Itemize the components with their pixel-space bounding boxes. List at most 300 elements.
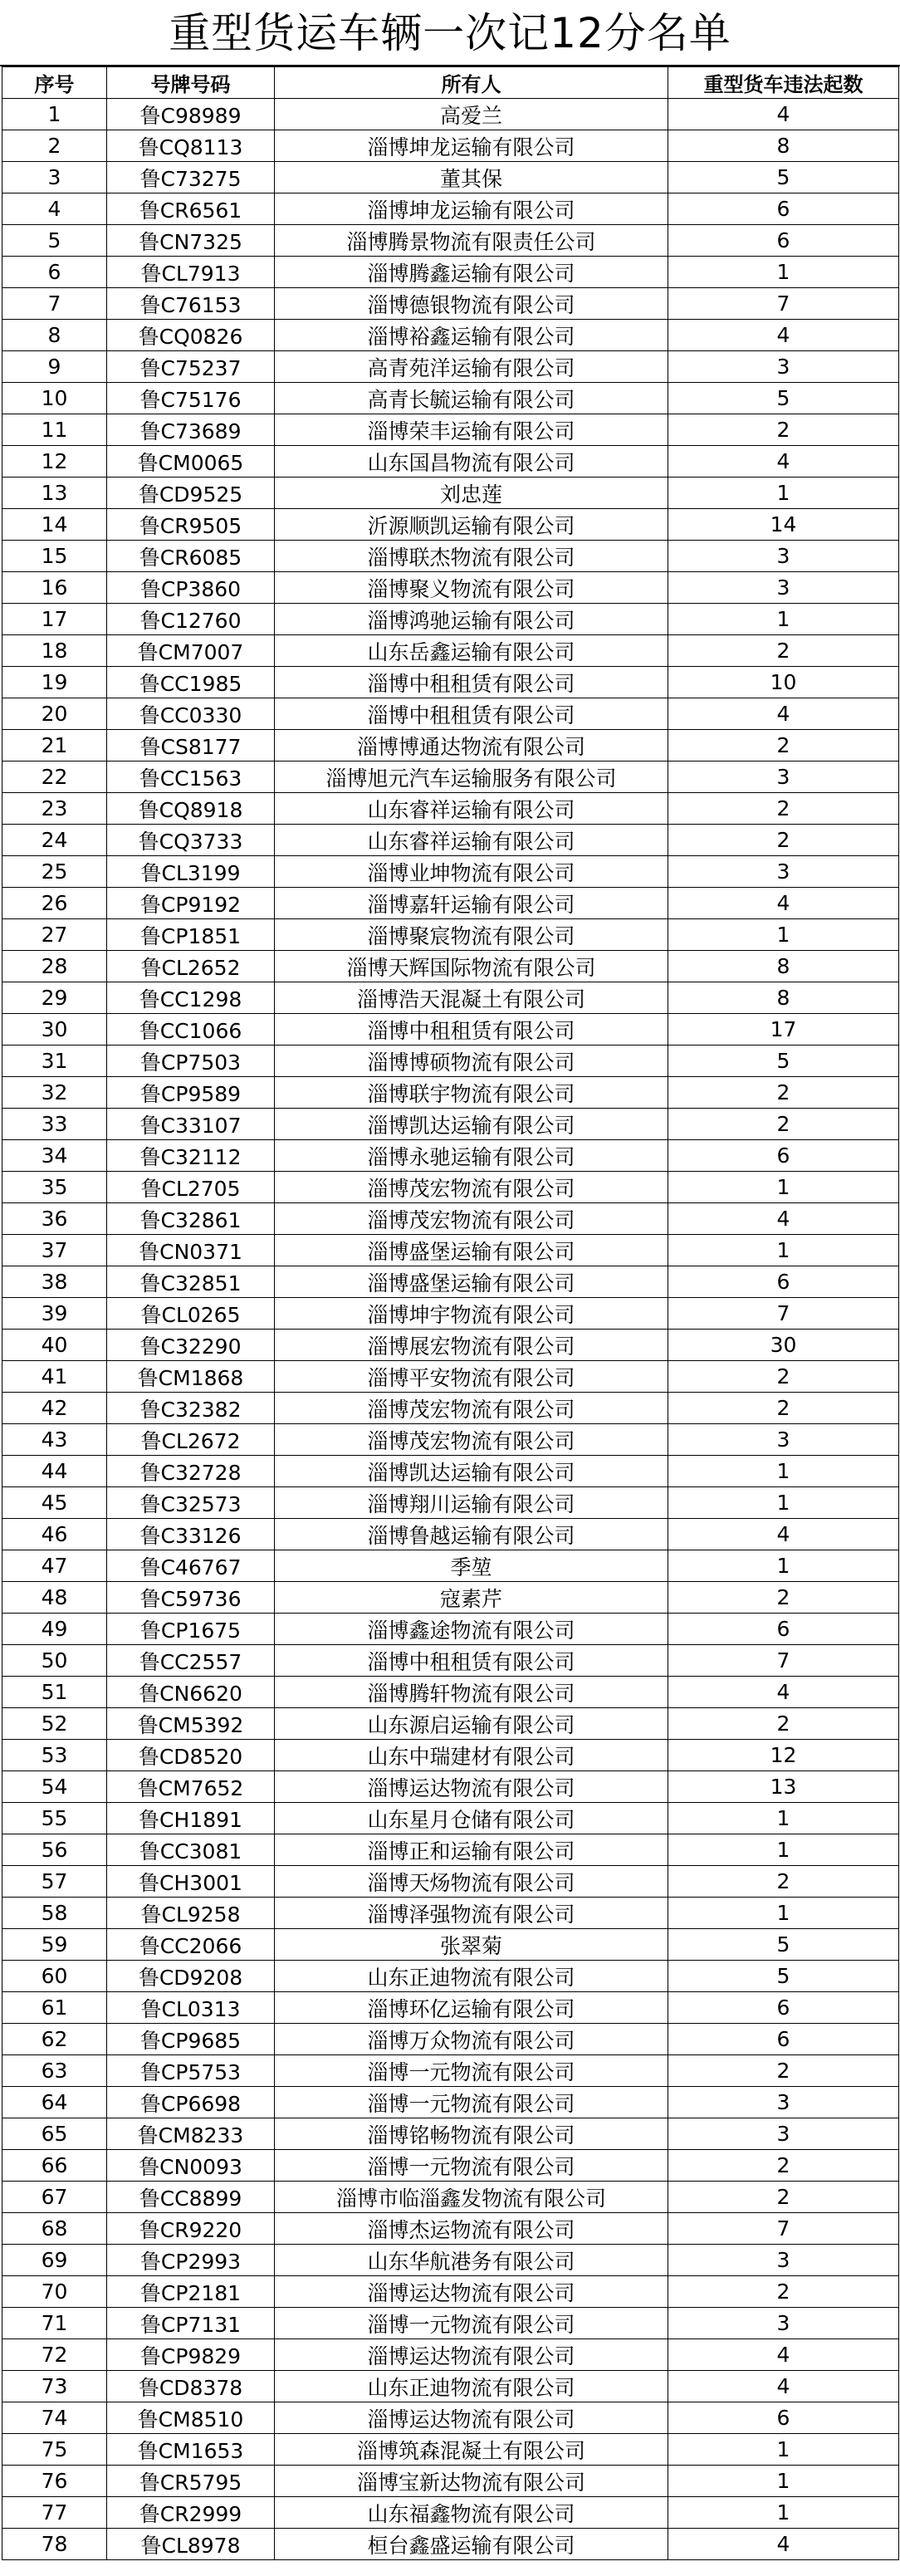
owner-cell[interactable]: 淄博茂宏物流有限公司 bbox=[275, 1172, 668, 1203]
index-cell[interactable]: 72 bbox=[2, 2339, 107, 2371]
violations-cell[interactable]: 3 bbox=[668, 762, 899, 793]
violations-cell[interactable]: 1 bbox=[668, 919, 899, 951]
plate-cell[interactable]: 鲁CP9685 bbox=[107, 2024, 275, 2055]
violations-cell[interactable]: 3 bbox=[668, 1424, 899, 1456]
plate-cell[interactable]: 鲁C32851 bbox=[107, 1266, 275, 1298]
index-cell[interactable]: 29 bbox=[2, 982, 107, 1014]
owner-cell[interactable]: 淄博市临淄鑫发物流有限公司 bbox=[275, 2182, 668, 2213]
violations-cell[interactable]: 3 bbox=[668, 2308, 899, 2339]
plate-cell[interactable]: 鲁C75176 bbox=[107, 383, 275, 414]
violations-cell[interactable]: 5 bbox=[668, 1961, 899, 1992]
index-cell[interactable]: 17 bbox=[2, 604, 107, 635]
owner-cell[interactable]: 淄博中租租赁有限公司 bbox=[275, 698, 668, 730]
plate-cell[interactable]: 鲁C33107 bbox=[107, 1109, 275, 1140]
violations-cell[interactable]: 2 bbox=[668, 1361, 899, 1393]
index-cell[interactable]: 48 bbox=[2, 1582, 107, 1614]
violations-cell[interactable]: 3 bbox=[668, 2245, 899, 2276]
violations-cell[interactable]: 2 bbox=[668, 2182, 899, 2213]
plate-cell[interactable]: 鲁CM1868 bbox=[107, 1361, 275, 1393]
plate-cell[interactable]: 鲁CC2066 bbox=[107, 1929, 275, 1961]
violations-cell[interactable]: 2 bbox=[668, 1109, 899, 1140]
violations-cell[interactable]: 5 bbox=[668, 162, 899, 193]
violations-cell[interactable]: 1 bbox=[668, 1550, 899, 1582]
owner-cell[interactable]: 淄博永驰运输有限公司 bbox=[275, 1140, 668, 1172]
owner-cell[interactable]: 淄博鸿驰运输有限公司 bbox=[275, 604, 668, 635]
owner-cell[interactable]: 季堃 bbox=[275, 1550, 668, 1582]
header-owner[interactable]: 所有人 bbox=[275, 67, 668, 99]
violations-cell[interactable]: 2 bbox=[668, 1708, 899, 1740]
index-cell[interactable]: 55 bbox=[2, 1803, 107, 1834]
index-cell[interactable]: 12 bbox=[2, 446, 107, 477]
violations-cell[interactable]: 5 bbox=[668, 1046, 899, 1077]
violations-cell[interactable]: 2 bbox=[668, 1077, 899, 1109]
plate-cell[interactable]: 鲁C73689 bbox=[107, 414, 275, 446]
plate-cell[interactable]: 鲁C73275 bbox=[107, 162, 275, 193]
owner-cell[interactable]: 淄博中租租赁有限公司 bbox=[275, 1645, 668, 1677]
owner-cell[interactable]: 淄博中租租赁有限公司 bbox=[275, 1014, 668, 1046]
owner-cell[interactable]: 淄博坤龙运输有限公司 bbox=[275, 130, 668, 162]
violations-cell[interactable]: 4 bbox=[668, 446, 899, 477]
violations-cell[interactable]: 10 bbox=[668, 667, 899, 698]
plate-cell[interactable]: 鲁CN6620 bbox=[107, 1677, 275, 1708]
plate-cell[interactable]: 鲁CP7503 bbox=[107, 1046, 275, 1077]
plate-cell[interactable]: 鲁CD9525 bbox=[107, 477, 275, 509]
owner-cell[interactable]: 山东正迪物流有限公司 bbox=[275, 1961, 668, 1992]
violations-cell[interactable]: 6 bbox=[668, 1992, 899, 2024]
violations-cell[interactable]: 1 bbox=[668, 604, 899, 635]
plate-cell[interactable]: 鲁CD8520 bbox=[107, 1740, 275, 1771]
owner-cell[interactable]: 高青长毓运输有限公司 bbox=[275, 383, 668, 414]
violations-cell[interactable]: 1 bbox=[668, 2497, 899, 2529]
plate-cell[interactable]: 鲁CR9505 bbox=[107, 509, 275, 541]
owner-cell[interactable]: 淄博腾景物流有限责任公司 bbox=[275, 225, 668, 257]
plate-cell[interactable]: 鲁CQ3733 bbox=[107, 825, 275, 856]
violations-cell[interactable]: 7 bbox=[668, 288, 899, 320]
owner-cell[interactable]: 淄博万众物流有限公司 bbox=[275, 2024, 668, 2055]
violations-cell[interactable]: 6 bbox=[668, 1140, 899, 1172]
owner-cell[interactable]: 淄博聚宸物流有限公司 bbox=[275, 919, 668, 951]
owner-cell[interactable]: 淄博坤龙运输有限公司 bbox=[275, 193, 668, 225]
owner-cell[interactable]: 淄博平安物流有限公司 bbox=[275, 1361, 668, 1393]
violations-cell[interactable]: 13 bbox=[668, 1771, 899, 1803]
index-cell[interactable]: 18 bbox=[2, 635, 107, 667]
plate-cell[interactable]: 鲁CM7007 bbox=[107, 635, 275, 667]
owner-cell[interactable]: 淄博茂宏物流有限公司 bbox=[275, 1203, 668, 1235]
header-violations[interactable]: 重型货车违法起数 bbox=[668, 67, 899, 99]
plate-cell[interactable]: 鲁CP6698 bbox=[107, 2087, 275, 2118]
plate-cell[interactable]: 鲁CM8510 bbox=[107, 2402, 275, 2434]
owner-cell[interactable]: 沂源顺凯运输有限公司 bbox=[275, 509, 668, 541]
owner-cell[interactable]: 山东国昌物流有限公司 bbox=[275, 446, 668, 477]
violations-cell[interactable]: 2 bbox=[668, 635, 899, 667]
owner-cell[interactable]: 淄博盛堡运输有限公司 bbox=[275, 1235, 668, 1266]
plate-cell[interactable]: 鲁CD9208 bbox=[107, 1961, 275, 1992]
violations-cell[interactable]: 2 bbox=[668, 1866, 899, 1898]
index-cell[interactable]: 70 bbox=[2, 2276, 107, 2308]
plate-cell[interactable]: 鲁C32573 bbox=[107, 1487, 275, 1519]
violations-cell[interactable]: 7 bbox=[668, 1298, 899, 1330]
index-cell[interactable]: 49 bbox=[2, 1614, 107, 1645]
violations-cell[interactable]: 4 bbox=[668, 888, 899, 919]
index-cell[interactable]: 36 bbox=[2, 1203, 107, 1235]
owner-cell[interactable]: 淄博中租租赁有限公司 bbox=[275, 667, 668, 698]
violations-cell[interactable]: 3 bbox=[668, 856, 899, 888]
index-cell[interactable]: 58 bbox=[2, 1898, 107, 1929]
plate-cell[interactable]: 鲁CM8233 bbox=[107, 2118, 275, 2150]
plate-cell[interactable]: 鲁CP1675 bbox=[107, 1614, 275, 1645]
owner-cell[interactable]: 淄博一元物流有限公司 bbox=[275, 2087, 668, 2118]
violations-cell[interactable]: 8 bbox=[668, 130, 899, 162]
plate-cell[interactable]: 鲁CH3001 bbox=[107, 1866, 275, 1898]
owner-cell[interactable]: 淄博一元物流有限公司 bbox=[275, 2150, 668, 2182]
plate-cell[interactable]: 鲁CP9589 bbox=[107, 1077, 275, 1109]
owner-cell[interactable]: 淄博展宏物流有限公司 bbox=[275, 1330, 668, 1361]
owner-cell[interactable]: 淄博筑森混凝土有限公司 bbox=[275, 2434, 668, 2466]
index-cell[interactable]: 43 bbox=[2, 1424, 107, 1456]
violations-cell[interactable]: 7 bbox=[668, 2213, 899, 2245]
owner-cell[interactable]: 寇素芹 bbox=[275, 1582, 668, 1614]
index-cell[interactable]: 59 bbox=[2, 1929, 107, 1961]
violations-cell[interactable]: 7 bbox=[668, 1645, 899, 1677]
owner-cell[interactable]: 淄博运达物流有限公司 bbox=[275, 2339, 668, 2371]
index-cell[interactable]: 78 bbox=[2, 2529, 107, 2560]
plate-cell[interactable]: 鲁CL2672 bbox=[107, 1424, 275, 1456]
plate-cell[interactable]: 鲁CH1891 bbox=[107, 1803, 275, 1834]
index-cell[interactable]: 61 bbox=[2, 1992, 107, 2024]
violations-cell[interactable]: 17 bbox=[668, 1014, 899, 1046]
plate-cell[interactable]: 鲁CL2652 bbox=[107, 951, 275, 982]
owner-cell[interactable]: 淄博聚义物流有限公司 bbox=[275, 572, 668, 604]
plate-cell[interactable]: 鲁C75237 bbox=[107, 351, 275, 383]
violations-cell[interactable]: 2 bbox=[668, 2150, 899, 2182]
violations-cell[interactable]: 6 bbox=[668, 2402, 899, 2434]
violations-cell[interactable]: 1 bbox=[668, 1487, 899, 1519]
index-cell[interactable]: 56 bbox=[2, 1834, 107, 1866]
plate-cell[interactable]: 鲁C12760 bbox=[107, 604, 275, 635]
violations-cell[interactable]: 6 bbox=[668, 193, 899, 225]
index-cell[interactable]: 30 bbox=[2, 1014, 107, 1046]
plate-cell[interactable]: 鲁CL9258 bbox=[107, 1898, 275, 1929]
plate-cell[interactable]: 鲁CP3860 bbox=[107, 572, 275, 604]
plate-cell[interactable]: 鲁C32112 bbox=[107, 1140, 275, 1172]
index-cell[interactable]: 47 bbox=[2, 1550, 107, 1582]
index-cell[interactable]: 44 bbox=[2, 1456, 107, 1487]
owner-cell[interactable]: 淄博铭畅物流有限公司 bbox=[275, 2118, 668, 2150]
index-cell[interactable]: 69 bbox=[2, 2245, 107, 2276]
owner-cell[interactable]: 山东中瑞建材有限公司 bbox=[275, 1740, 668, 1771]
violations-cell[interactable]: 6 bbox=[668, 2024, 899, 2055]
violations-cell[interactable]: 6 bbox=[668, 1266, 899, 1298]
owner-cell[interactable]: 淄博天辉国际物流有限公司 bbox=[275, 951, 668, 982]
violations-cell[interactable]: 2 bbox=[668, 414, 899, 446]
index-cell[interactable]: 52 bbox=[2, 1708, 107, 1740]
owner-cell[interactable]: 淄博业坤物流有限公司 bbox=[275, 856, 668, 888]
index-cell[interactable]: 65 bbox=[2, 2118, 107, 2150]
plate-cell[interactable]: 鲁C32290 bbox=[107, 1330, 275, 1361]
plate-cell[interactable]: 鲁C32382 bbox=[107, 1393, 275, 1424]
index-cell[interactable]: 57 bbox=[2, 1866, 107, 1898]
index-cell[interactable]: 45 bbox=[2, 1487, 107, 1519]
violations-cell[interactable]: 2 bbox=[668, 2276, 899, 2308]
owner-cell[interactable]: 淄博浩天混凝土有限公司 bbox=[275, 982, 668, 1014]
owner-cell[interactable]: 淄博宝新达物流有限公司 bbox=[275, 2466, 668, 2497]
index-cell[interactable]: 22 bbox=[2, 762, 107, 793]
plate-cell[interactable]: 鲁CP7131 bbox=[107, 2308, 275, 2339]
plate-cell[interactable]: 鲁C32728 bbox=[107, 1456, 275, 1487]
violations-cell[interactable]: 4 bbox=[668, 698, 899, 730]
index-cell[interactable]: 15 bbox=[2, 541, 107, 572]
plate-cell[interactable]: 鲁CM1653 bbox=[107, 2434, 275, 2466]
owner-cell[interactable]: 淄博嘉轩运输有限公司 bbox=[275, 888, 668, 919]
plate-cell[interactable]: 鲁CS8177 bbox=[107, 730, 275, 762]
index-cell[interactable]: 13 bbox=[2, 477, 107, 509]
owner-cell[interactable]: 刘忠莲 bbox=[275, 477, 668, 509]
plate-cell[interactable]: 鲁CR5795 bbox=[107, 2466, 275, 2497]
plate-cell[interactable]: 鲁CM0065 bbox=[107, 446, 275, 477]
owner-cell[interactable]: 山东睿祥运输有限公司 bbox=[275, 825, 668, 856]
index-cell[interactable]: 62 bbox=[2, 2024, 107, 2055]
owner-cell[interactable]: 淄博联杰物流有限公司 bbox=[275, 541, 668, 572]
owner-cell[interactable]: 淄博翔川运输有限公司 bbox=[275, 1487, 668, 1519]
index-cell[interactable]: 8 bbox=[2, 320, 107, 351]
plate-cell[interactable]: 鲁CL0265 bbox=[107, 1298, 275, 1330]
plate-cell[interactable]: 鲁CL3199 bbox=[107, 856, 275, 888]
index-cell[interactable]: 60 bbox=[2, 1961, 107, 1992]
owner-cell[interactable]: 山东星月仓储有限公司 bbox=[275, 1803, 668, 1834]
owner-cell[interactable]: 淄博正和运输有限公司 bbox=[275, 1834, 668, 1866]
owner-cell[interactable]: 淄博一元物流有限公司 bbox=[275, 2308, 668, 2339]
index-cell[interactable]: 10 bbox=[2, 383, 107, 414]
owner-cell[interactable]: 淄博腾鑫运输有限公司 bbox=[275, 257, 668, 288]
index-cell[interactable]: 2 bbox=[2, 130, 107, 162]
plate-cell[interactable]: 鲁C32861 bbox=[107, 1203, 275, 1235]
index-cell[interactable]: 39 bbox=[2, 1298, 107, 1330]
index-cell[interactable]: 64 bbox=[2, 2087, 107, 2118]
plate-cell[interactable]: 鲁CD8378 bbox=[107, 2371, 275, 2402]
owner-cell[interactable]: 淄博旭元汽车运输服务有限公司 bbox=[275, 762, 668, 793]
index-cell[interactable]: 74 bbox=[2, 2402, 107, 2434]
owner-cell[interactable]: 桓台鑫盛运输有限公司 bbox=[275, 2529, 668, 2560]
owner-cell[interactable]: 高青苑洋运输有限公司 bbox=[275, 351, 668, 383]
index-cell[interactable]: 4 bbox=[2, 193, 107, 225]
owner-cell[interactable]: 淄博凯达运输有限公司 bbox=[275, 1456, 668, 1487]
violations-cell[interactable]: 5 bbox=[668, 1929, 899, 1961]
owner-cell[interactable]: 淄博凯达运输有限公司 bbox=[275, 1109, 668, 1140]
plate-cell[interactable]: 鲁CN7325 bbox=[107, 225, 275, 257]
index-cell[interactable]: 20 bbox=[2, 698, 107, 730]
index-cell[interactable]: 6 bbox=[2, 257, 107, 288]
owner-cell[interactable]: 山东睿祥运输有限公司 bbox=[275, 793, 668, 825]
plate-cell[interactable]: 鲁C76153 bbox=[107, 288, 275, 320]
plate-cell[interactable]: 鲁CM5392 bbox=[107, 1708, 275, 1740]
violations-cell[interactable]: 1 bbox=[668, 257, 899, 288]
violations-cell[interactable]: 1 bbox=[668, 1803, 899, 1834]
violations-cell[interactable]: 2 bbox=[668, 730, 899, 762]
plate-cell[interactable]: 鲁CC1563 bbox=[107, 762, 275, 793]
plate-cell[interactable]: 鲁CN0371 bbox=[107, 1235, 275, 1266]
index-cell[interactable]: 25 bbox=[2, 856, 107, 888]
owner-cell[interactable]: 淄博运达物流有限公司 bbox=[275, 1771, 668, 1803]
plate-cell[interactable]: 鲁CQ8113 bbox=[107, 130, 275, 162]
owner-cell[interactable]: 张翠菊 bbox=[275, 1929, 668, 1961]
index-cell[interactable]: 21 bbox=[2, 730, 107, 762]
violations-cell[interactable]: 3 bbox=[668, 2118, 899, 2150]
index-cell[interactable]: 37 bbox=[2, 1235, 107, 1266]
owner-cell[interactable]: 淄博运达物流有限公司 bbox=[275, 2402, 668, 2434]
plate-cell[interactable]: 鲁CL7913 bbox=[107, 257, 275, 288]
owner-cell[interactable]: 淄博裕鑫运输有限公司 bbox=[275, 320, 668, 351]
owner-cell[interactable]: 淄博鑫途物流有限公司 bbox=[275, 1614, 668, 1645]
owner-cell[interactable]: 淄博联宇物流有限公司 bbox=[275, 1077, 668, 1109]
index-cell[interactable]: 50 bbox=[2, 1645, 107, 1677]
plate-cell[interactable]: 鲁CC1066 bbox=[107, 1014, 275, 1046]
index-cell[interactable]: 66 bbox=[2, 2150, 107, 2182]
violations-cell[interactable]: 1 bbox=[668, 2434, 899, 2466]
violations-cell[interactable]: 4 bbox=[668, 1203, 899, 1235]
owner-cell[interactable]: 山东正迪物流有限公司 bbox=[275, 2371, 668, 2402]
plate-cell[interactable]: 鲁CM7652 bbox=[107, 1771, 275, 1803]
violations-cell[interactable]: 4 bbox=[668, 320, 899, 351]
index-cell[interactable]: 31 bbox=[2, 1046, 107, 1077]
violations-cell[interactable]: 1 bbox=[668, 1235, 899, 1266]
violations-cell[interactable]: 3 bbox=[668, 2087, 899, 2118]
violations-cell[interactable]: 1 bbox=[668, 477, 899, 509]
violations-cell[interactable]: 1 bbox=[668, 2466, 899, 2497]
violations-cell[interactable]: 2 bbox=[668, 825, 899, 856]
index-cell[interactable]: 73 bbox=[2, 2371, 107, 2402]
violations-cell[interactable]: 2 bbox=[668, 2055, 899, 2087]
violations-cell[interactable]: 1 bbox=[668, 1456, 899, 1487]
index-cell[interactable]: 14 bbox=[2, 509, 107, 541]
index-cell[interactable]: 3 bbox=[2, 162, 107, 193]
owner-cell[interactable]: 山东源启运输有限公司 bbox=[275, 1708, 668, 1740]
index-cell[interactable]: 71 bbox=[2, 2308, 107, 2339]
index-cell[interactable]: 11 bbox=[2, 414, 107, 446]
violations-cell[interactable]: 30 bbox=[668, 1330, 899, 1361]
index-cell[interactable]: 35 bbox=[2, 1172, 107, 1203]
owner-cell[interactable]: 山东福鑫物流有限公司 bbox=[275, 2497, 668, 2529]
index-cell[interactable]: 67 bbox=[2, 2182, 107, 2213]
violations-cell[interactable]: 5 bbox=[668, 383, 899, 414]
plate-cell[interactable]: 鲁CR2999 bbox=[107, 2497, 275, 2529]
owner-cell[interactable]: 淄博博硕物流有限公司 bbox=[275, 1046, 668, 1077]
plate-cell[interactable]: 鲁C59736 bbox=[107, 1582, 275, 1614]
violations-cell[interactable]: 1 bbox=[668, 1834, 899, 1866]
owner-cell[interactable]: 董其保 bbox=[275, 162, 668, 193]
index-cell[interactable]: 42 bbox=[2, 1393, 107, 1424]
index-cell[interactable]: 16 bbox=[2, 572, 107, 604]
violations-cell[interactable]: 8 bbox=[668, 951, 899, 982]
plate-cell[interactable]: 鲁CQ8918 bbox=[107, 793, 275, 825]
plate-cell[interactable]: 鲁CL8978 bbox=[107, 2529, 275, 2560]
plate-cell[interactable]: 鲁CC8899 bbox=[107, 2182, 275, 2213]
violations-cell[interactable]: 1 bbox=[668, 1898, 899, 1929]
plate-cell[interactable]: 鲁CP2993 bbox=[107, 2245, 275, 2276]
violations-cell[interactable]: 4 bbox=[668, 99, 899, 130]
owner-cell[interactable]: 淄博杰运物流有限公司 bbox=[275, 2213, 668, 2245]
plate-cell[interactable]: 鲁CC0330 bbox=[107, 698, 275, 730]
owner-cell[interactable]: 淄博腾轩物流有限公司 bbox=[275, 1677, 668, 1708]
plate-cell[interactable]: 鲁CC1298 bbox=[107, 982, 275, 1014]
plate-cell[interactable]: 鲁CP9829 bbox=[107, 2339, 275, 2371]
index-cell[interactable]: 33 bbox=[2, 1109, 107, 1140]
plate-cell[interactable]: 鲁CP2181 bbox=[107, 2276, 275, 2308]
violations-cell[interactable]: 2 bbox=[668, 1582, 899, 1614]
index-cell[interactable]: 51 bbox=[2, 1677, 107, 1708]
violations-cell[interactable]: 2 bbox=[668, 793, 899, 825]
violations-cell[interactable]: 2 bbox=[668, 1393, 899, 1424]
violations-cell[interactable]: 8 bbox=[668, 982, 899, 1014]
index-cell[interactable]: 28 bbox=[2, 951, 107, 982]
owner-cell[interactable]: 淄博一元物流有限公司 bbox=[275, 2055, 668, 2087]
index-cell[interactable]: 75 bbox=[2, 2434, 107, 2466]
plate-cell[interactable]: 鲁CC2557 bbox=[107, 1645, 275, 1677]
index-cell[interactable]: 76 bbox=[2, 2466, 107, 2497]
index-cell[interactable]: 63 bbox=[2, 2055, 107, 2087]
owner-cell[interactable]: 淄博茂宏物流有限公司 bbox=[275, 1393, 668, 1424]
index-cell[interactable]: 38 bbox=[2, 1266, 107, 1298]
owner-cell[interactable]: 淄博茂宏物流有限公司 bbox=[275, 1424, 668, 1456]
owner-cell[interactable]: 山东华航港务有限公司 bbox=[275, 2245, 668, 2276]
index-cell[interactable]: 41 bbox=[2, 1361, 107, 1393]
violations-cell[interactable]: 6 bbox=[668, 225, 899, 257]
owner-cell[interactable]: 淄博坤宇物流有限公司 bbox=[275, 1298, 668, 1330]
plate-cell[interactable]: 鲁CN0093 bbox=[107, 2150, 275, 2182]
index-cell[interactable]: 1 bbox=[2, 99, 107, 130]
violations-cell[interactable]: 14 bbox=[668, 509, 899, 541]
plate-cell[interactable]: 鲁CL0313 bbox=[107, 1992, 275, 2024]
violations-cell[interactable]: 3 bbox=[668, 572, 899, 604]
plate-cell[interactable]: 鲁C98989 bbox=[107, 99, 275, 130]
index-cell[interactable]: 24 bbox=[2, 825, 107, 856]
index-cell[interactable]: 7 bbox=[2, 288, 107, 320]
plate-cell[interactable]: 鲁CR9220 bbox=[107, 2213, 275, 2245]
plate-cell[interactable]: 鲁C46767 bbox=[107, 1550, 275, 1582]
plate-cell[interactable]: 鲁CP5753 bbox=[107, 2055, 275, 2087]
index-cell[interactable]: 19 bbox=[2, 667, 107, 698]
owner-cell[interactable]: 淄博德银物流有限公司 bbox=[275, 288, 668, 320]
violations-cell[interactable]: 1 bbox=[668, 1172, 899, 1203]
plate-cell[interactable]: 鲁CL2705 bbox=[107, 1172, 275, 1203]
header-plate[interactable]: 号牌号码 bbox=[107, 67, 275, 99]
violations-cell[interactable]: 3 bbox=[668, 351, 899, 383]
owner-cell[interactable]: 淄博泽强物流有限公司 bbox=[275, 1898, 668, 1929]
owner-cell[interactable]: 淄博盛堡运输有限公司 bbox=[275, 1266, 668, 1298]
owner-cell[interactable]: 山东岳鑫运输有限公司 bbox=[275, 635, 668, 667]
violations-cell[interactable]: 4 bbox=[668, 1677, 899, 1708]
violations-cell[interactable]: 4 bbox=[668, 2371, 899, 2402]
index-cell[interactable]: 54 bbox=[2, 1771, 107, 1803]
owner-cell[interactable]: 淄博荣丰运输有限公司 bbox=[275, 414, 668, 446]
violations-cell[interactable]: 4 bbox=[668, 2339, 899, 2371]
owner-cell[interactable]: 淄博天炀物流有限公司 bbox=[275, 1866, 668, 1898]
plate-cell[interactable]: 鲁CC3081 bbox=[107, 1834, 275, 1866]
index-cell[interactable]: 40 bbox=[2, 1330, 107, 1361]
index-cell[interactable]: 9 bbox=[2, 351, 107, 383]
plate-cell[interactable]: 鲁CC1985 bbox=[107, 667, 275, 698]
index-cell[interactable]: 32 bbox=[2, 1077, 107, 1109]
index-cell[interactable]: 27 bbox=[2, 919, 107, 951]
index-cell[interactable]: 23 bbox=[2, 793, 107, 825]
violations-cell[interactable]: 3 bbox=[668, 541, 899, 572]
plate-cell[interactable]: 鲁CQ0826 bbox=[107, 320, 275, 351]
plate-cell[interactable]: 鲁CR6085 bbox=[107, 541, 275, 572]
owner-cell[interactable]: 淄博博通达物流有限公司 bbox=[275, 730, 668, 762]
index-cell[interactable]: 77 bbox=[2, 2497, 107, 2529]
index-cell[interactable]: 26 bbox=[2, 888, 107, 919]
plate-cell[interactable]: 鲁CP9192 bbox=[107, 888, 275, 919]
violations-cell[interactable]: 12 bbox=[668, 1740, 899, 1771]
